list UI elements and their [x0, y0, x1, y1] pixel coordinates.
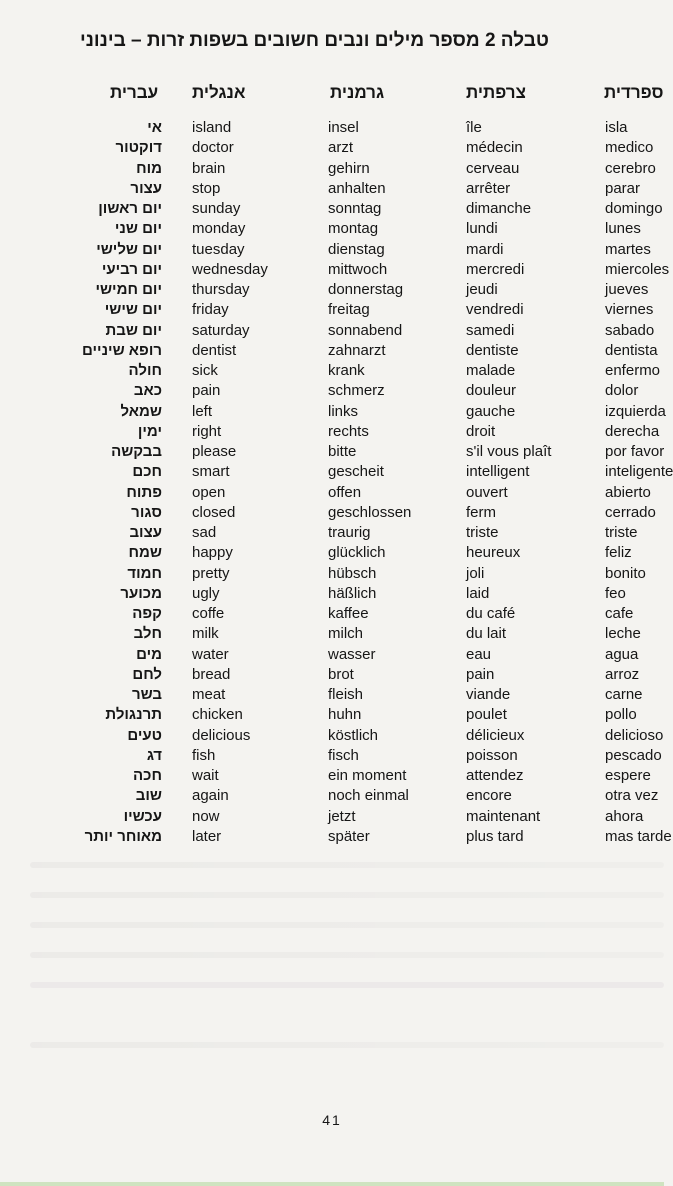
french-word: délicieux	[466, 726, 525, 744]
hebrew-word: יום שבת	[105, 321, 162, 339]
spanish-word: leche	[605, 625, 641, 643]
german-column	[328, 118, 460, 847]
german-word: noch einmal	[328, 787, 409, 805]
column-header-hebrew: עברית	[110, 83, 159, 102]
german-word: geschlossen	[328, 503, 412, 521]
hebrew-word: כאב	[133, 382, 162, 400]
bleed-through-line	[30, 982, 664, 988]
french-word: viande	[466, 686, 511, 703]
hebrew-column	[0, 118, 162, 847]
hebrew-word: טעים	[127, 726, 162, 744]
hebrew-word: יום חמישי	[95, 281, 162, 298]
spanish-word: domingo	[605, 200, 663, 217]
hebrew-word: חכה	[133, 767, 162, 784]
hebrew-word: בבקשה	[111, 443, 162, 460]
english-word: wednesday	[192, 260, 268, 278]
english-word: friday	[192, 301, 229, 319]
english-word: pretty	[192, 564, 230, 582]
german-word: anhalten	[328, 179, 386, 197]
english-word: wait	[192, 767, 219, 784]
spanish-word: cafe	[605, 605, 634, 622]
german-word: offen	[328, 483, 362, 501]
english-word: closed	[192, 503, 236, 521]
hebrew-word: שמח	[128, 544, 162, 562]
french-word: malade	[466, 362, 516, 379]
german-word: freitag	[328, 301, 370, 319]
hebrew-word: דוקטור	[115, 139, 162, 157]
bleed-through-line	[30, 952, 664, 958]
hebrew-word: עצוב	[129, 524, 162, 541]
english-word: happy	[192, 544, 233, 562]
hebrew-word: עכשיו	[123, 807, 162, 825]
french-word: maintenant	[466, 807, 541, 825]
spanish-word: pescado	[605, 746, 662, 764]
bleed-through-line	[30, 1042, 664, 1048]
french-word: intelligent	[466, 463, 530, 481]
hebrew-word: יום שלישי	[96, 240, 162, 258]
french-word: laid	[466, 584, 490, 602]
spanish-column	[605, 118, 673, 847]
french-word: du café	[466, 605, 516, 622]
spanish-word: por favor	[605, 443, 665, 460]
french-word: s'il vous plaît	[466, 443, 552, 460]
english-word: island	[192, 119, 232, 136]
german-word: montag	[328, 220, 379, 238]
english-word: sad	[192, 524, 217, 541]
german-word: donnerstag	[328, 281, 404, 298]
hebrew-word: בשר	[131, 686, 162, 703]
french-word: lundi	[466, 220, 498, 238]
spanish-word: triste	[605, 524, 638, 541]
french-word: vendredi	[466, 301, 524, 319]
hebrew-word: שוב	[135, 787, 162, 805]
hebrew-word: חכם	[132, 463, 162, 481]
german-word: links	[328, 402, 359, 420]
spanish-word: cerrado	[605, 503, 656, 521]
french-word: gauche	[466, 402, 516, 420]
english-column	[192, 118, 322, 847]
hebrew-word: סגור	[131, 503, 162, 521]
spanish-word: cerebro	[605, 159, 656, 177]
german-word: fisch	[328, 746, 359, 764]
spanish-word: dolor	[605, 382, 639, 400]
spanish-word: feo	[605, 584, 626, 602]
german-word: rechts	[328, 422, 369, 440]
french-word: heureux	[466, 544, 521, 562]
spanish-word: otra vez	[605, 787, 659, 805]
english-word: left	[192, 402, 213, 420]
hebrew-word: רופא שיניים	[82, 341, 162, 359]
bleed-through-line	[30, 862, 664, 868]
french-word: plus tard	[466, 827, 524, 845]
english-word: again	[192, 787, 229, 805]
german-word: dienstag	[328, 240, 385, 258]
hebrew-word: שמאל	[120, 402, 162, 420]
german-word: häßlich	[328, 584, 377, 602]
hebrew-word: פתוח	[126, 483, 162, 501]
german-word: mittwoch	[328, 260, 388, 278]
hebrew-word: יום שני	[114, 220, 162, 238]
english-word: saturday	[192, 321, 250, 339]
french-word: dimanche	[466, 200, 532, 217]
spanish-word: bonito	[605, 564, 646, 582]
hebrew-word: מכוער	[120, 584, 162, 602]
spanish-word: espere	[605, 767, 651, 784]
spanish-word: ahora	[605, 807, 644, 825]
english-word: stop	[192, 179, 221, 197]
french-word: encore	[466, 787, 512, 805]
english-word: meat	[192, 686, 226, 703]
spanish-word: agua	[605, 645, 639, 663]
spanish-word: parar	[605, 179, 641, 197]
hebrew-word: חולה	[128, 362, 162, 379]
hebrew-word: ימין	[137, 422, 162, 440]
french-word: arrêter	[466, 179, 511, 197]
spanish-word: sabado	[605, 321, 655, 339]
column-header-english: אנגלית	[192, 83, 246, 102]
german-word: jetzt	[328, 807, 356, 825]
french-word: douleur	[466, 382, 517, 400]
hebrew-word: קפה	[132, 605, 162, 622]
spanish-word: dentista	[605, 341, 658, 359]
english-word: right	[192, 422, 222, 440]
hebrew-word: לחם	[132, 665, 162, 683]
spanish-word: arroz	[605, 665, 640, 683]
english-word: later	[192, 827, 222, 845]
hebrew-word: יום שישי	[104, 301, 162, 319]
english-word: brain	[192, 159, 226, 177]
page-number: 41	[322, 1112, 342, 1128]
german-word: milch	[328, 625, 364, 643]
english-word: now	[192, 807, 220, 825]
spanish-word: viernes	[605, 301, 654, 319]
english-word: please	[192, 443, 237, 460]
german-word: traurig	[328, 524, 371, 541]
english-word: smart	[192, 463, 230, 481]
english-word: bread	[192, 665, 231, 683]
spanish-word: medico	[605, 139, 654, 157]
hebrew-word: חלב	[133, 625, 162, 643]
spanish-word: feliz	[605, 544, 632, 562]
spanish-word: mas tarde	[605, 827, 672, 845]
french-word: jeudi	[466, 281, 498, 298]
german-word: zahnarzt	[328, 341, 386, 359]
page-title: טבלה 2 מספר מילים ונבים חשובים בשפות זרות – בינוני	[80, 30, 549, 51]
german-word: krank	[328, 362, 365, 379]
english-word: thursday	[192, 281, 250, 298]
french-column	[466, 118, 600, 847]
spanish-word: carne	[605, 686, 643, 703]
german-word: wasser	[328, 645, 376, 663]
english-word: sick	[192, 362, 218, 379]
english-word: pain	[192, 382, 221, 400]
french-word: dentiste	[466, 341, 519, 359]
german-word: später	[328, 827, 370, 845]
spanish-word: izquierda	[605, 402, 666, 420]
hebrew-word: עצור	[130, 179, 162, 197]
spanish-word: jueves	[605, 281, 649, 298]
english-word: open	[192, 483, 226, 501]
german-word: sonnabend	[328, 321, 403, 339]
german-word: glücklich	[328, 544, 386, 562]
column-header-german: גרמנית	[330, 83, 385, 102]
german-word: ein moment	[328, 767, 407, 784]
french-word: poulet	[466, 706, 507, 724]
spanish-word: delicioso	[605, 726, 664, 744]
german-word: gescheit	[328, 463, 384, 481]
english-word: dentist	[192, 341, 237, 359]
german-word: gehirn	[328, 159, 370, 177]
french-word: droit	[466, 422, 496, 440]
french-word: joli	[466, 564, 485, 582]
spanish-word: miercoles	[605, 260, 670, 278]
hebrew-word: תרנגולת	[105, 706, 162, 724]
french-word: ferm	[466, 503, 496, 521]
german-word: kaffee	[328, 605, 369, 622]
german-word: hübsch	[328, 564, 377, 582]
spanish-word: pollo	[605, 706, 637, 724]
french-word: eau	[466, 645, 492, 663]
german-word: schmerz	[328, 382, 385, 400]
english-word: water	[192, 645, 229, 663]
french-word: île	[466, 119, 482, 136]
spanish-word: isla	[605, 119, 628, 136]
english-word: tuesday	[192, 240, 245, 258]
column-header-french: צרפתית	[466, 83, 526, 102]
hebrew-word: מוח	[136, 159, 162, 177]
french-word: samedi	[466, 321, 515, 339]
english-word: sunday	[192, 200, 241, 217]
hebrew-word: חמוד	[127, 564, 162, 582]
english-word: coffe	[192, 605, 225, 622]
bottom-edge	[0, 1182, 664, 1186]
french-word: attendez	[466, 767, 524, 784]
french-word: du lait	[466, 625, 507, 643]
german-word: huhn	[328, 706, 362, 724]
english-word: ugly	[192, 584, 220, 602]
hebrew-word: מאוחר יותר	[84, 827, 162, 845]
spanish-word: martes	[605, 240, 651, 258]
english-word: doctor	[192, 139, 234, 157]
spanish-word: enfermo	[605, 362, 661, 379]
spanish-word: inteligente	[605, 463, 673, 481]
english-word: milk	[192, 625, 219, 643]
english-word: fish	[192, 746, 216, 764]
hebrew-word: מים	[136, 645, 162, 663]
spanish-word: lunes	[605, 220, 641, 238]
english-word: monday	[192, 220, 246, 238]
spanish-word: abierto	[605, 483, 651, 501]
german-word: fleish	[328, 686, 364, 703]
english-word: chicken	[192, 706, 243, 724]
hebrew-word: יום רביעי	[101, 260, 162, 278]
hebrew-word: אי	[147, 119, 162, 136]
spanish-word: derecha	[605, 422, 660, 440]
french-word: cerveau	[466, 159, 520, 177]
german-word: brot	[328, 665, 354, 683]
french-word: pain	[466, 665, 495, 683]
french-word: poisson	[466, 746, 518, 764]
french-word: triste	[466, 524, 499, 541]
german-word: köstlich	[328, 726, 379, 744]
hebrew-word: יום ראשון	[98, 200, 162, 217]
english-word: delicious	[192, 726, 251, 744]
french-word: mercredi	[466, 260, 525, 278]
bleed-through-line	[30, 922, 664, 928]
french-word: mardi	[466, 240, 504, 258]
german-word: arzt	[328, 139, 354, 157]
column-header-spanish: ספרדית	[604, 83, 664, 102]
german-word: sonntag	[328, 200, 382, 217]
bleed-through-line	[30, 892, 664, 898]
hebrew-word: דג	[146, 746, 162, 764]
german-word: insel	[328, 119, 359, 136]
french-word: ouvert	[466, 483, 508, 501]
french-word: médecin	[466, 139, 523, 157]
german-word: bitte	[328, 443, 357, 460]
